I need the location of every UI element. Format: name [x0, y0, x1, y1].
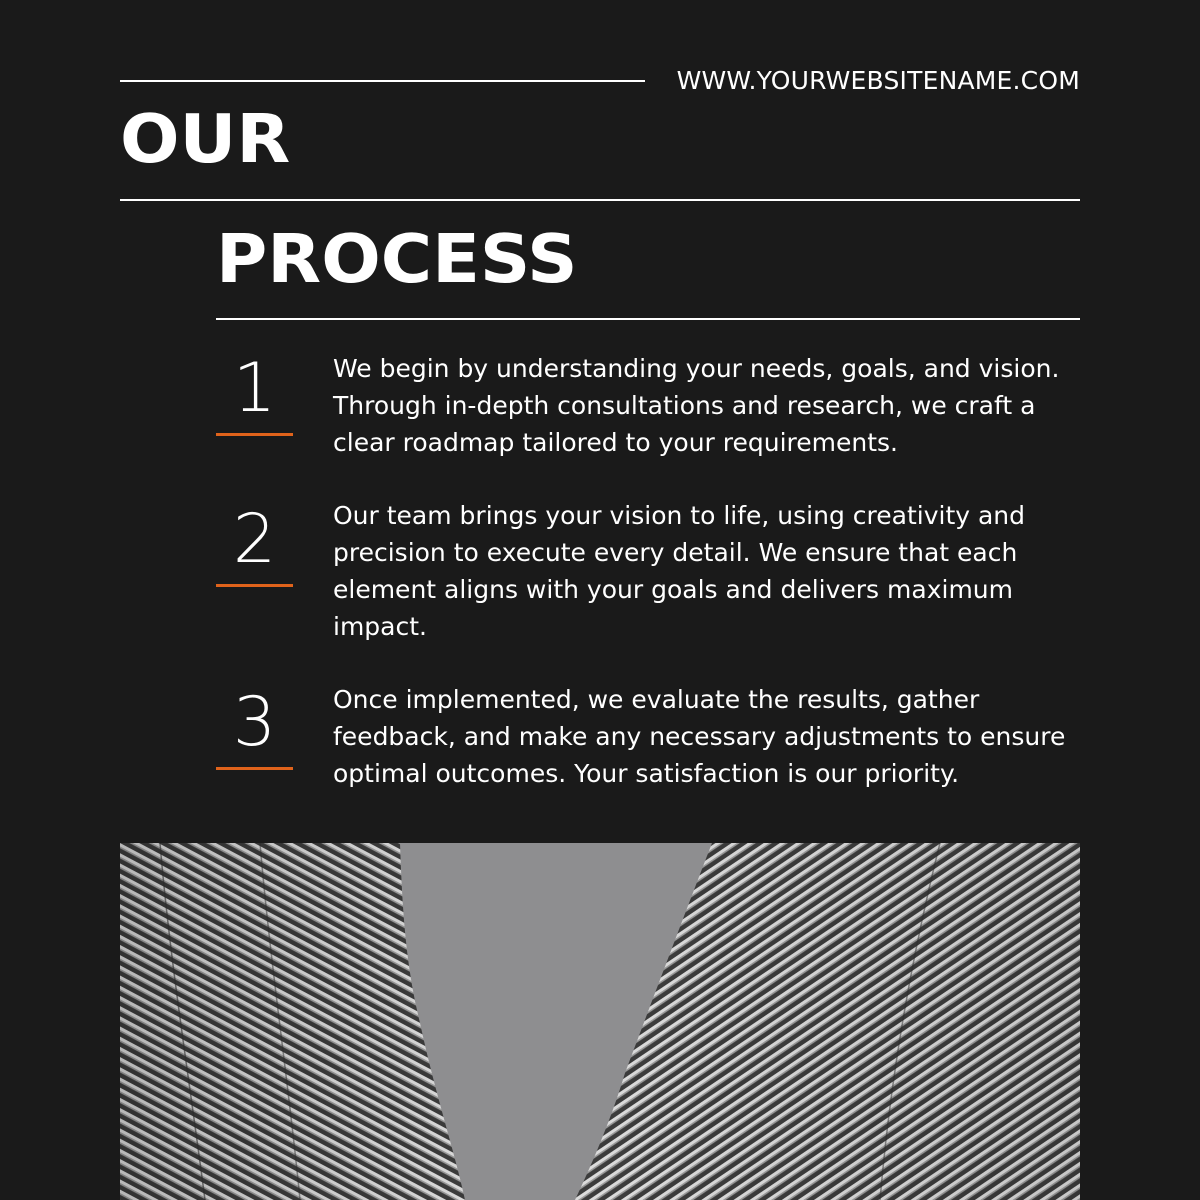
step-number: 3 — [232, 683, 277, 762]
step-description: Once implemented, we evaluate the results, gather feedback, and make any necessary adjustments to ensure optimal outcomes. Your satisfaction is our priority. — [333, 685, 1066, 788]
title-divider — [120, 199, 1080, 201]
step-underline — [216, 767, 293, 770]
process-divider — [216, 318, 1080, 320]
page-title-line2: PROCESS — [216, 220, 578, 299]
step-description: Our team brings your vision to life, using creativity and precision to execute every detail. We ensure that each element aligns with your goals and delivers maximum impact. — [333, 501, 1026, 641]
website-url: WWW.YOURWEBSITENAME.COM — [676, 66, 1080, 95]
page-title-line1: OUR — [120, 100, 291, 179]
step-number: 2 — [232, 500, 277, 579]
step-number: 1 — [232, 349, 277, 428]
step-description: We begin by understanding your needs, goals, and vision. Through in-depth consultations and research, we craft a clear roadmap tailored to your requirements. — [333, 354, 1060, 457]
top-rule — [120, 80, 645, 82]
step-underline — [216, 433, 293, 436]
step-underline — [216, 584, 293, 587]
architecture-photo — [120, 843, 1080, 1200]
